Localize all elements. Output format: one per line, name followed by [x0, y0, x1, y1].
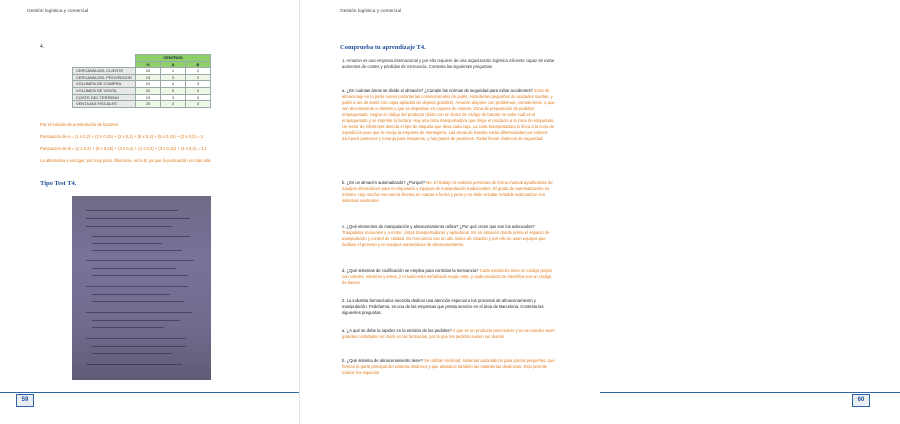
table-cell: 3: [186, 101, 211, 108]
table-cell: CERCANÍA DEL CLIENTE: [73, 68, 136, 75]
table-cell: VENTAJAS FISCALES: [73, 101, 136, 108]
table-cell: 1: [161, 68, 186, 75]
table-row: [73, 87, 211, 94]
table-cell: 3: [161, 74, 186, 81]
question: a. ¿A qué se debe la rapidez en la emisión de los pedidos?: [342, 328, 452, 333]
table-cell: 20: [136, 101, 161, 108]
page-number: 60: [852, 394, 870, 407]
answer: Traspaletas manuales y a motor, cintas transportadoras y apiladoras. En un almacén donde prima el espacio de manipulación y control de calidad. Es mercancía con un alto índice de rotación y por ello se usan equipos que facilitan el proceso y no equipos automáticos de almacenamiento.: [342, 230, 550, 247]
table-cell: 2: [161, 101, 186, 108]
table-cell: VOLUMEN DE VENTA: [73, 87, 136, 94]
qa-item: [342, 328, 556, 340]
table-row: [73, 74, 211, 81]
test-sheet-photo: [72, 196, 211, 380]
page-footer-left: [0, 392, 300, 407]
running-head-left: Gestión logística y comercial: [27, 9, 89, 14]
answer: No. El trabajo lo realizan personas de forma manual ayudándose de equipos informáticos para el etiquetado y equipos de manipulación tradicionales. El grado de automatización es mínimo. Hay mucha mercancía diversa en cuanto a forma y peso y no debe resultar rentable automatizar con sistemas existentes.: [342, 180, 553, 203]
table-row: [73, 101, 211, 108]
exercise-number: 4.: [40, 44, 45, 50]
table-cell: VOLUMEN DE COMPRA: [73, 81, 136, 88]
question: a. ¿En cuántas áreas se divide el almacén? ¿Cumple las normas de seguridad para evitar accidentes?: [342, 88, 533, 93]
table-cell: 3: [161, 94, 186, 101]
answer: Se utilizan miniload, sistemas automáticos para piezas pequeñas, que forman la parte principal del sistema dinámico y que abastece también las estanterías dinámicas. Esto permite reducir los espacios: [342, 358, 555, 375]
table-cell: 10: [136, 81, 161, 88]
qa-item: [342, 224, 556, 248]
table-cell: COSTE DEL TERRENO: [73, 94, 136, 101]
table-group-header: CENTROS: [136, 55, 211, 62]
answer: Zona de almacenaje en la parte nueva (estanterías convencionales de palés, estanterías pequeñas de unidades sueltas, y palés a ras de suelo con cajas apiladas de objetos grandes). Amazon dispone con problemas, normalmente, a que van directamente a clientes y que se depositan en cajones de colores. Zona de preparación de pedidos: empaquetado. Según el código del producto (leído con un lector de código de barras) se valor cuál es el empaquetado y se imprime la factura. Hay una cinta transportadora que dirige el producto a la zona de etiquetado. Un lector de infrarrojos detecta el tipo de etiqueta que lleva cada caja. La cinta transportadora lo lleva a la zona de expedición para que lo recoja la empresa de mensajería. Las áreas de tránsito están diferenciadas por colores: azul para peatones y naranja para máquinas, y hay pasos de peatones. Todas llevan chalecos de seguridad.: [342, 88, 555, 141]
item1-intro: 1. Amazon es una empresa internacional y por ello requiere de una organización logística eficiente capaz de evitar aumentos de costes y pérdidas de mercancía. Contesta las siguientes preguntas.: [342, 58, 555, 69]
page-number: 59: [16, 394, 34, 407]
qa-item: [342, 268, 556, 286]
left-page: [0, 0, 300, 424]
item2-intro: [342, 298, 556, 316]
table-cell: 3: [186, 81, 211, 88]
table-header-cell: B: [186, 61, 211, 68]
question: c. ¿Qué elementos de manipulación y almacenamiento utiliza? ¿Por qué crees que son los adecuados?: [342, 224, 535, 229]
running-head-right: Gestión logística y comercial: [340, 9, 402, 14]
answer: A que es un producto perecedero y no se pueden tener grandes cantidades en stock en las farmacias, por lo que los pedidos suelen ser diarios.: [342, 328, 556, 339]
score-b: Puntuación de B = (2 x 0,2) + (5 x 0,15) + (3 x 0,1) + (2 x 0,2) + (3 x 0,15) + (4 x 0,2) = 3,1: [40, 146, 207, 151]
page-footer-right: [600, 392, 900, 407]
table-cell: 5: [161, 87, 186, 94]
table-cell: 15: [136, 94, 161, 101]
qa-item: [342, 180, 556, 204]
table-cell: 20: [136, 87, 161, 94]
table-cell: 15: [136, 74, 161, 81]
question: b. ¿Es un almacén automatizado? ¿Porqué?: [342, 180, 426, 185]
table-header-row: [73, 61, 211, 68]
section-title-comprueba: Comprueba tu aprendizaje T4.: [340, 44, 426, 51]
table-cell: 2: [186, 87, 211, 94]
table-row: [73, 81, 211, 88]
centros-table: [72, 54, 211, 108]
table-header-cell: %: [136, 61, 161, 68]
question: b. ¿Qué sistema de almacenamiento tiene?: [342, 358, 424, 363]
table-cell: 20: [136, 68, 161, 75]
qa-item: [342, 88, 556, 142]
section-title-tipo-test: Tipo Test T4.: [40, 180, 77, 187]
conclusion-note: La alternativa a escoger, por muy poco diferencia, es la B, ya que la puntuación es más alta.: [40, 158, 212, 163]
question: 2. La industria farmacéutica necesita dedicar una atención especial a los procesos de almacenamiento y manipulación. Fedefarma, es una de las empresas que presta servicio en el área de Barcelona. Contesta las siguientes preguntas.: [342, 298, 544, 315]
table-cell: 2: [186, 74, 211, 81]
table-header-cell: [73, 61, 136, 68]
table-header-cell: A: [161, 61, 186, 68]
answer: Cada estantería tiene un código propio con colores, números y letras, y el suelo está señalizado según este, y cada producto se identifica con un código de barras.: [342, 268, 552, 285]
method-note: Por el método de ponderación de factores:: [40, 122, 120, 127]
table-cell: 2: [186, 68, 211, 75]
table-row: [73, 68, 211, 75]
question: d. ¿Qué sistemas de codificación se emplea para controlar la mercancía?: [342, 268, 479, 273]
table-group-header-row: [73, 55, 211, 62]
score-a: Puntuación de A = (1 x 0,2) + (3 x 0,15) + (2 x 0,1) + (5 x 0,2) + (5 x 0,15) + (2 x 0,2) = 3: [40, 134, 203, 139]
table-row: [73, 94, 211, 101]
qa-item: [342, 358, 556, 376]
table-cell: 3: [186, 94, 211, 101]
table-cell: 4: [161, 81, 186, 88]
table-cell: CERCANÍA DEL PROVEEDOR: [73, 74, 136, 81]
